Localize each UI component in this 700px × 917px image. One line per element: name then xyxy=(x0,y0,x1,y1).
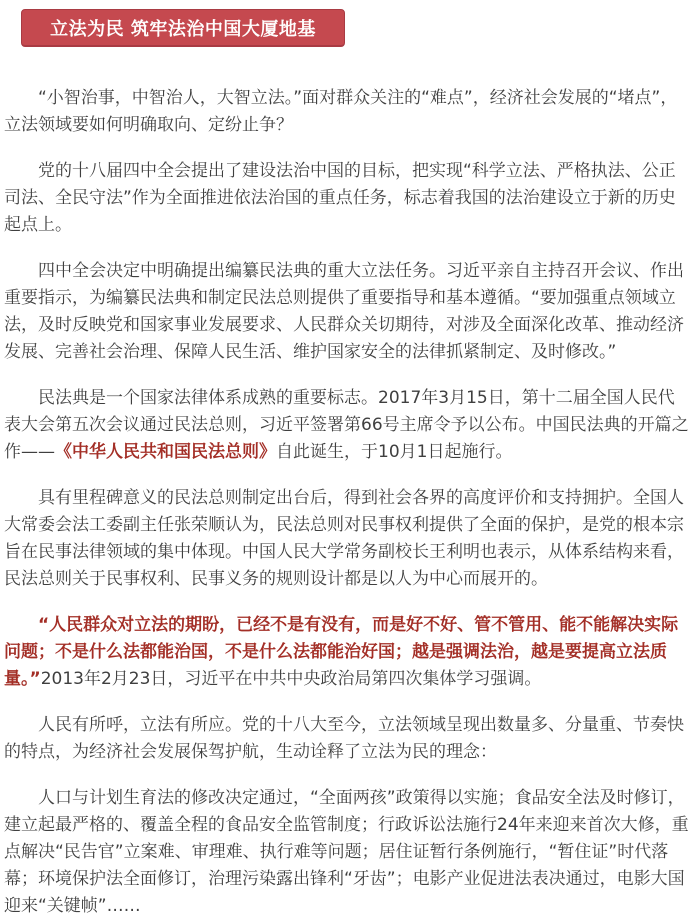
paragraph-text: 2013年2月23日，习近平在中共中央政治局第四次集体学习强调。 xyxy=(40,669,542,689)
paragraph-civil-code-task xyxy=(4,258,690,366)
paragraph-law-examples xyxy=(4,785,690,917)
paragraph-text: 党的十八届四中全会提出了建设法治中国的目标，把实现“科学立法、严格执法、公正司法、全民守法”作为全面推进依法治国的重点任务，标志着我国的法治建设立于新的历史起点上。 xyxy=(4,161,676,235)
paragraph-text: 四中全会决定中明确提出编纂民法典的重大立法任务。习近平亲自主持召开会议、作出重要指示，为编纂民法典和制定民法总则提供了重要指导和基本遵循。“要加强重点领域立法，及时反映党和国家事业发展要求、人民群众关切期待，对涉及全面深化改革、推动经济发展、完善社会治理、保障人民生活、维护国家安全的法律抓紧制定、及时修改。” xyxy=(4,261,684,362)
paragraph-xi-quote xyxy=(4,612,690,693)
paragraph-expert-comments xyxy=(4,485,690,593)
paragraph-text: 人口与计划生育法的修改决定通过，“全面两孩”政策得以实施；食品安全法及时修订，建立起最严格的、覆盖全程的食品安全监管制度；行政诉讼法施行24年来迎来首次大修，重点解决“民告官”立案难、审理难、执行难等问题；居住证暂行条例施行，“暂住证”时代落幕；环境保护法全面修订，治理污染露出锋利“牙齿”；电影产业促进法表决通过，电影大国迎来“关键帧”…… xyxy=(4,788,689,916)
paragraph-text: 人民有所呼，立法有所应。党的十八大至今，立法领域呈现出数量多、分量重、节奏快的特点，为经济社会发展保驾护航，生动诠释了立法为民的理念： xyxy=(4,715,684,762)
paragraph-text: 自此诞生，于10月1日起施行。 xyxy=(276,442,513,462)
paragraph-plenum-goal xyxy=(4,158,690,239)
banner-title: 立法为民 筑牢法治中国大厦地基 xyxy=(50,18,316,40)
header-banner xyxy=(21,9,345,47)
quote-highlight: “人民群众对立法的期盼，已经不是有没有，而是好不好、管不管用、能不能解决实际问题；不是什么法都能治国，不是什么法都能治好国；越是强调法治，越是要提高立法质量。” xyxy=(4,615,679,689)
paragraph-civil-law-milestone xyxy=(4,385,690,466)
article-body xyxy=(0,85,700,917)
paragraph-legislation-response xyxy=(4,712,690,766)
paragraph-intro xyxy=(4,85,690,139)
paragraph-text: “小智治事，中智治人，大智立法。”面对群众关注的“难点”，经济社会发展的“堵点”，立法领域要如何明确取向、定纷止争？ xyxy=(4,88,678,135)
paragraph-text: 具有里程碑意义的民法总则制定出台后，得到社会各界的高度评价和支持拥护。全国人大常委会法工委副主任张荣顺认为，民法总则对民事权利提供了全面的保护，是党的根本宗旨在民事法律领域的集中体现。中国人民大学常务副校长王利明也表示，从体系结构来看，民法总则关于民事权利、民事义务的规则设计都是以人为中心而展开的。 xyxy=(4,488,684,589)
paragraph-text: 民法典是一个国家法律体系成熟的重要标志。2017年3月15日，第十二届全国人民代表大会第五次会议通过民法总则，习近平签署第66号主席令予以公布。中国民法典的开篇之作—— xyxy=(4,388,689,462)
law-title-highlight: 《中华人民共和国民法总则》 xyxy=(55,442,276,462)
